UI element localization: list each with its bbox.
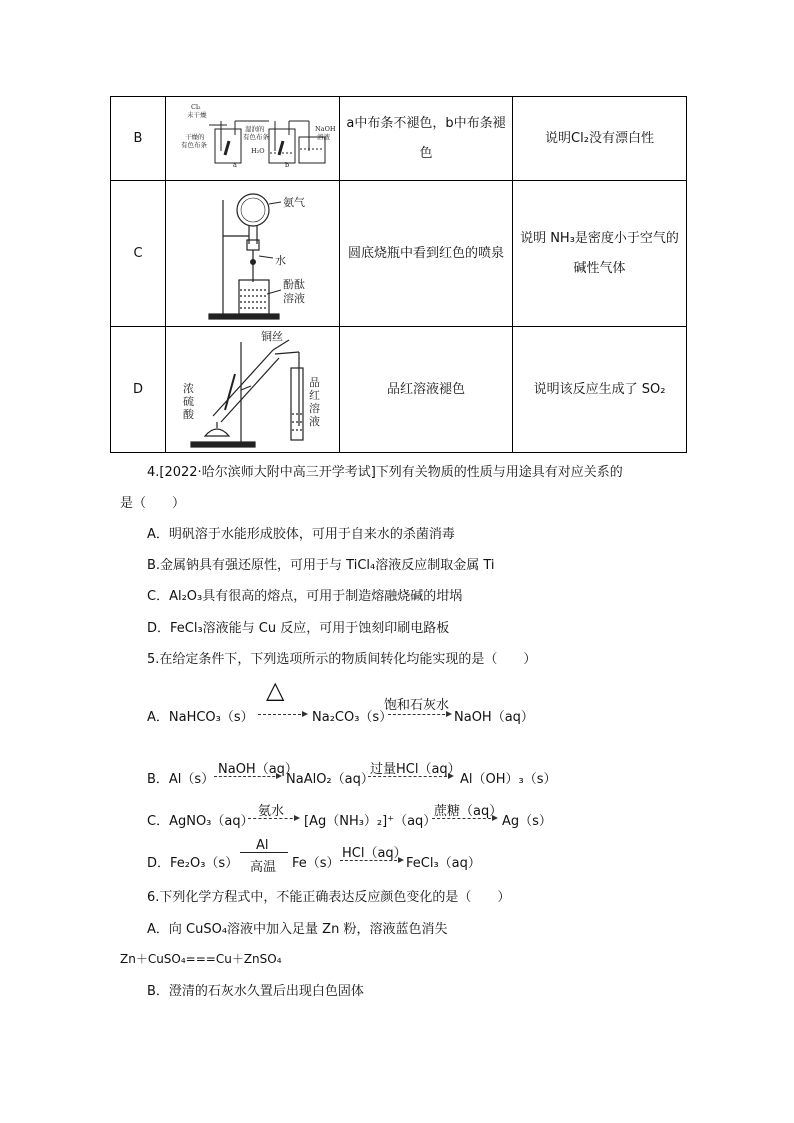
fig-label: H₂O [250,146,265,155]
fig-label: 溶液 [316,132,330,141]
q5-option-c-end: Ag（s） [502,814,552,829]
q5-option-b-start: B．Al（s） [147,772,215,787]
fig-label: 溶 [308,401,320,415]
fig-label: 湿润的 [244,124,264,133]
conclusion-text: 说明 NH₃是密度小于空气的碱性气体 [520,230,679,276]
reaction-condition: Al [256,838,269,853]
q5-option-b-mid: NaAlO₂（aq） [286,772,374,787]
conclusion-cell [513,181,687,327]
copper-acid-apparatus-figure [169,330,337,450]
experiment-table [110,96,687,453]
phenomenon-text: 品红溶液褪色 [386,381,465,397]
apparatus-figure-c [166,181,340,327]
fig-label: 酸 [182,407,194,421]
fig-label: 铜丝 [260,329,283,343]
fig-label: 浓 [182,381,194,395]
fig-label: 干燥的 [184,132,204,141]
fig-label: 未干燥 [186,110,206,119]
q4-option-a: A．明矾溶于水能形成胶体，可用于自来水的杀菌消毒 [147,527,455,542]
conclusion-text: 说明该反应生成了 SO₂ [533,381,666,397]
fountain-apparatus-figure [169,184,337,324]
fig-label: 品 [308,375,320,389]
q5-option-d-end: FeCl₃（aq） [406,856,481,871]
fig-label: 有色布条 [242,132,269,141]
q4-option-c: C．Al₂O₃具有很高的熔点，可用于制造熔融烧碱的坩埚 [147,589,463,604]
q5-option-c-start: C．AgNO₃（aq） [147,814,254,829]
phenomenon-text: a中布条不褪色，b中布条褪色 [346,115,506,161]
reaction-condition: 高温 [250,860,277,875]
conclusion-text: 说明Cl₂没有漂白性 [545,130,654,146]
table-row [111,97,687,181]
phenomenon-cell [340,97,513,181]
fig-label: 有色布条 [180,140,207,149]
q5-option-a-start: A．NaHCO₃（s） [147,710,254,725]
reaction-arrow [258,714,306,715]
phenomenon-cell [340,181,513,327]
table-row [111,181,687,327]
row-label: D [111,327,166,453]
fig-label: 红 [308,388,320,402]
phenomenon-cell [340,327,513,453]
q6-option-a: A．向 CuSO₄溶液中加入足量 Zn 粉，溶液蓝色消失 [147,922,448,937]
q4-option-b: B.金属钠具有强还原性，可用于与 TiCl₄溶液反应制取金属 Ti [147,558,495,573]
fig-label: 液 [308,414,320,428]
q5-option-d-mid: Fe（s） [292,856,340,871]
reaction-condition: 氨水 [258,804,285,819]
reaction-condition: HCl（aq） [342,846,407,861]
q4-option-d: D．FeCl₃溶液能与 Cu 反应，可用于蚀刻印刷电路板 [147,621,450,636]
q5-stem: 5.在给定条件下，下列选项所示的物质间转化均能实现的是（ ） [147,652,537,667]
q5-option-c-mid: [Ag（NH₃）₂]⁺（aq） [304,814,437,829]
fig-label: NaOH [314,124,336,133]
apparatus-figure-b [166,97,340,181]
reaction-condition: NaOH（aq） [218,762,298,777]
q6-option-b: B．澄清的石灰水久置后出现白色固体 [147,984,364,999]
q5-option-b-end: Al（OH）₃（s） [460,772,557,787]
fig-label: Cl₂ [190,102,201,111]
fig-label: 酚酞 [282,277,305,291]
phenomenon-text: 圆底烧瓶中看到红色的喷泉 [347,245,504,261]
conclusion-cell [513,97,687,181]
row-label: C [111,181,166,327]
q4-stem: 4.[2022·哈尔滨师大附中高三开学考试]下列有关物质的性质与用途具有对应关系的 [147,465,623,480]
q4-stem-cont: 是（ ） [120,496,186,511]
reaction-condition: 蔗糖（aq） [434,804,503,819]
fig-label: 氨气 [282,195,305,209]
chlorine-apparatus-figure [169,101,337,177]
fig-label: b [284,160,289,169]
reaction-condition: 饱和石灰水 [384,698,450,713]
q6-stem: 6.下列化学方程式中，不能正确表达反应颜色变化的是（ ） [147,890,511,905]
row-label: B [111,97,166,181]
reaction-arrow [388,714,450,715]
q5-option-a-mid: Na₂CO₃（s） [312,710,393,725]
q6-equation: Zn＋CuSO₄===Cu＋ZnSO₄ [120,952,282,966]
table-row [111,327,687,453]
q5-option-a-end: NaOH（aq） [454,710,534,725]
apparatus-figure-d [166,327,340,453]
fig-label: 溶液 [282,291,305,305]
reaction-condition: 过量HCl（aq） [370,762,461,777]
fig-label: 硫 [182,394,194,408]
fig-label: 水 [274,253,286,267]
conclusion-cell [513,327,687,453]
fig-label: a [232,160,237,169]
heat-symbol: △ [266,676,285,704]
q5-option-d-start: D．Fe₂O₃（s） [147,856,239,871]
